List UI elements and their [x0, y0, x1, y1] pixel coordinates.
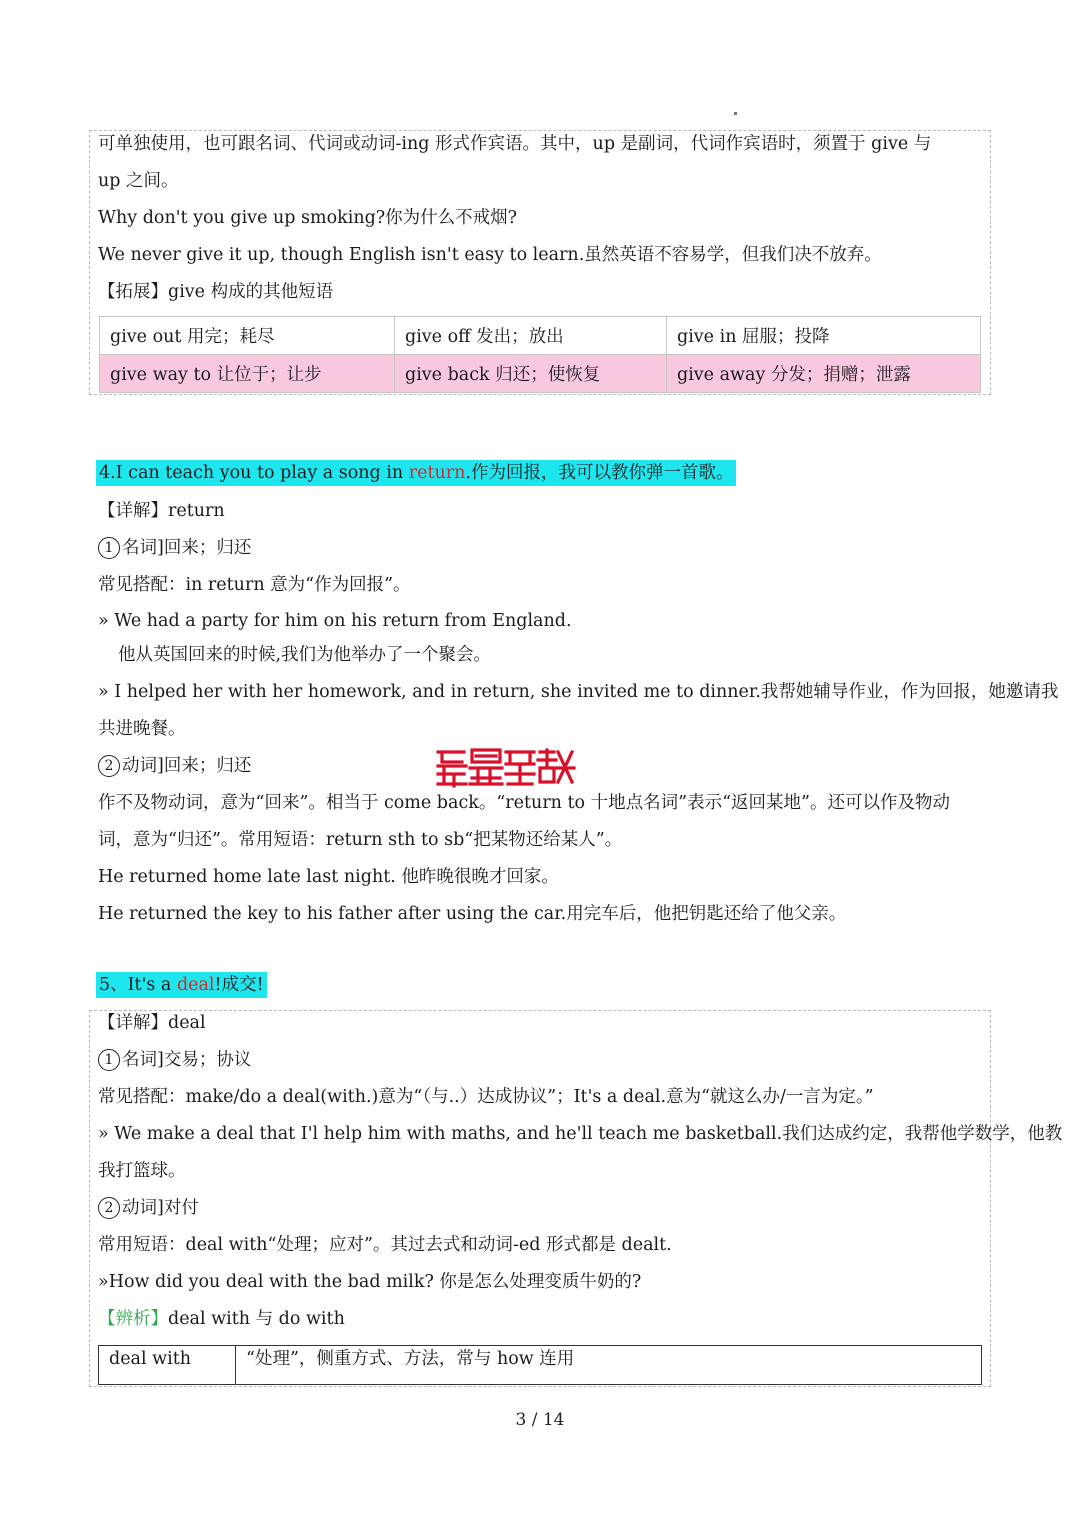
example-sentence: Why don't you give up smoking?你为什么不戒烟?: [98, 208, 518, 228]
example-sentence: » We make a deal that I'l help him with maths, and he'll teach me basketball.我们达成约定，我帮他学数学，他教: [98, 1124, 1063, 1144]
table-cell: give out 用完；耗尽: [100, 317, 395, 355]
table-cell: give away 分发；捐赠；泄露: [667, 355, 981, 393]
collocation: 常见搭配：in return 意为“作为回报”。: [98, 575, 411, 595]
description: 作不及物动词，意为“回来”。相当于 come back。“return to 十地点名词”表示“返回某地”。还可以作及物动: [98, 793, 950, 813]
analysis-label: 【辨析】: [98, 1309, 168, 1329]
circled-number: 2: [98, 755, 120, 777]
sense-heading: [98, 1193, 199, 1223]
table-cell: give back 归还；使恢复: [395, 355, 667, 393]
table-cell: give in 屈服；投降: [667, 317, 981, 355]
paragraph: up 之间。: [98, 171, 179, 191]
sense-heading: [98, 1045, 251, 1075]
example-sentence: » We had a party for him on his return from England.: [98, 611, 572, 631]
detail-label: 【详解】: [98, 501, 168, 521]
table-cell: deal with: [99, 1346, 236, 1385]
detail-heading: [98, 496, 225, 526]
detail-word: deal: [168, 1013, 206, 1033]
table-row: [100, 317, 981, 355]
example-sentence: 我打篮球。: [98, 1161, 186, 1181]
heading-text: 5、It's a: [99, 975, 177, 995]
collocation: 常用短语：deal with“处理；应对”。其过去式和动词-ed 形式都是 dealt.: [98, 1235, 672, 1255]
example-sentence: » I helped her with her homework, and in return, she invited me to dinner.我帮她辅导作业，作为回报，她邀请我: [98, 682, 1059, 702]
example-sentence: He returned home late last night. 他昨晚很晚才回家。: [98, 867, 559, 887]
table-row: [99, 1346, 982, 1385]
section5-heading: [96, 972, 267, 998]
extension-text: give 构成的其他短语: [168, 282, 334, 302]
heading-keyword: deal: [176, 975, 215, 995]
analysis-text: deal with 与 do with: [168, 1309, 345, 1329]
detail-word: return: [168, 501, 225, 521]
phrase-table: [99, 316, 981, 393]
comparison-table: [98, 1345, 982, 1385]
example-sentence: He returned the key to his father after using the car.用完车后，他把钥匙还给了他父亲。: [98, 904, 847, 924]
example-sentence: 共进晚餐。: [98, 719, 186, 739]
circled-number: 1: [98, 1049, 120, 1071]
description: 词，意为“归还”。常用短语：return sth to sb“把某物还给某人”。: [98, 830, 623, 850]
page-number: 3 / 14: [515, 1410, 565, 1430]
circled-number: 2: [98, 1197, 120, 1219]
sense-text: 名词]回来；归还: [122, 538, 252, 558]
heading-text: .作为回报，我可以教你弹一首歌。: [465, 463, 734, 483]
detail-label: 【详解】: [98, 1013, 168, 1033]
circled-number: 1: [98, 537, 120, 559]
table-cell: give off 发出；放出: [395, 317, 667, 355]
detail-heading: [98, 1008, 206, 1038]
sense-text: 动词]对付: [122, 1198, 199, 1218]
heading-keyword: return: [408, 463, 466, 483]
example-sentence: We never give it up, though English isn't easy to learn.虽然英语不容易学，但我们决不放弃。: [98, 245, 882, 265]
red-seal-stamp: [434, 746, 576, 788]
sense-text: 动词]回来；归还: [122, 756, 252, 776]
table-cell: give way to 让位于；让步: [100, 355, 395, 393]
heading-text: 4.I can teach you to play a song in: [99, 463, 409, 483]
sense-text: 名词]交易；协议: [122, 1050, 252, 1070]
example-translation: 他从英国回来的时候,我们为他举办了一个聚会。: [118, 645, 492, 665]
analysis-heading: [98, 1304, 345, 1334]
table-row: [100, 355, 981, 393]
paragraph: 可单独使用，也可跟名词、代词或动词-ing 形式作宾语。其中，up 是副词，代词作宾语时，须置于 give 与: [98, 134, 932, 154]
sense-heading: [98, 751, 251, 781]
extension-label: 【拓展】: [98, 282, 168, 302]
sense-heading: [98, 533, 251, 563]
page-mark: [734, 112, 737, 115]
section4-heading: [96, 460, 736, 486]
table-cell: “处理”，侧重方式、方法，常与 how 连用: [236, 1346, 982, 1385]
collocation: 常见搭配：make/do a deal(with.)意为“（与..）达成协议”；It's a deal.意为“就这么办/一言为定。”: [98, 1087, 874, 1107]
heading-text: !成交!: [214, 975, 264, 995]
example-sentence: »How did you deal with the bad milk? 你是怎么处理变质牛奶的?: [98, 1272, 642, 1292]
extension-heading: [98, 277, 333, 307]
